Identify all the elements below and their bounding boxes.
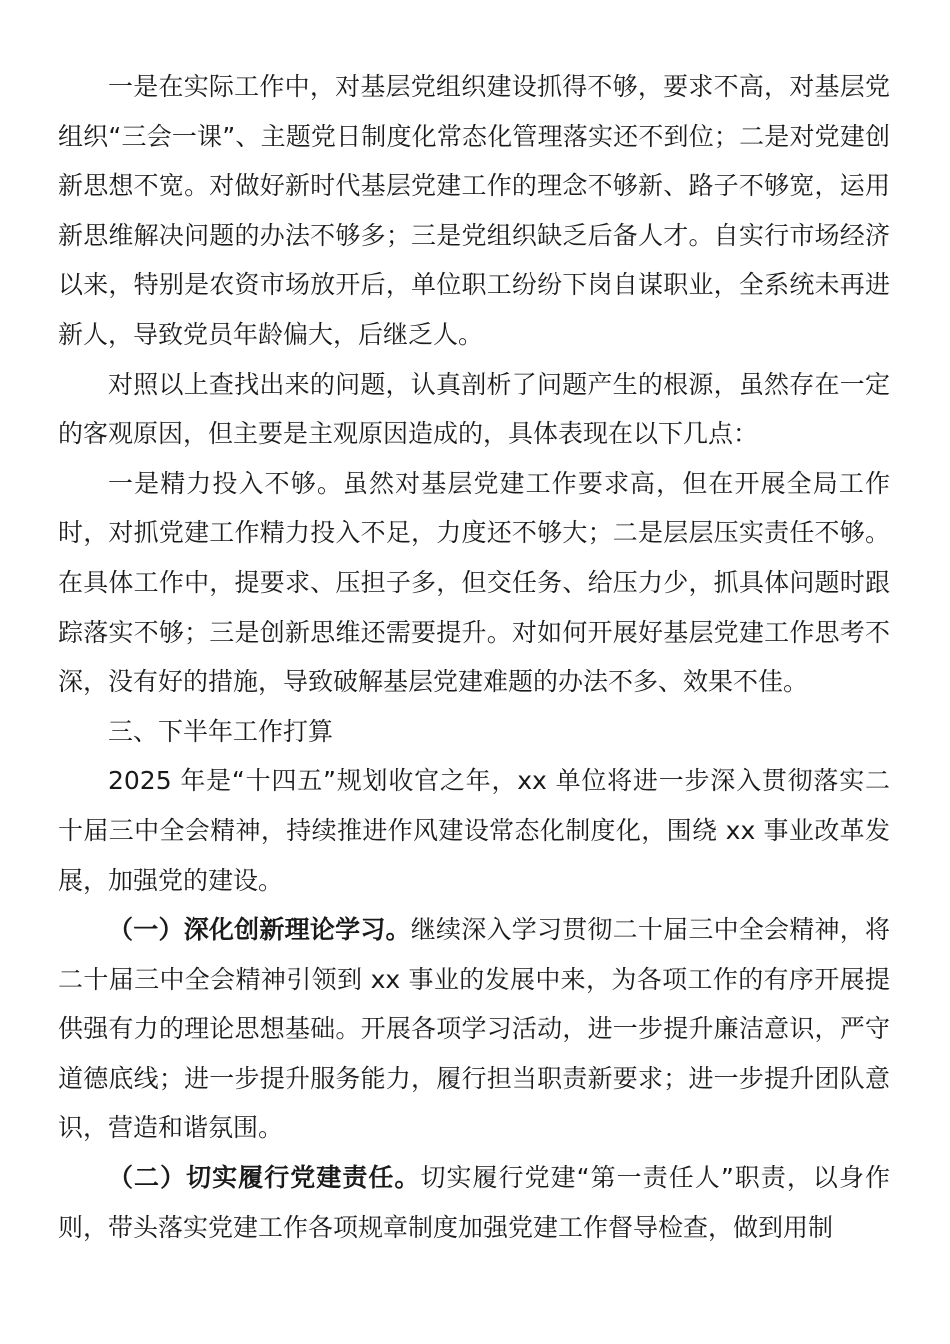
paragraph-text: 2025 年是“十四五”规划收官之年，xx 单位将进一步深入贯彻落实二十届三中全会精神，持续推进作风建设常态化制度化，围绕 xx 事业改革发展，加强党的建设。 [58, 766, 890, 895]
document-page [58, 62, 890, 1252]
paragraph-party-responsibility [58, 1153, 890, 1252]
paragraph-text: 对照以上查找出来的问题，认真剖析了问题产生的根源，虽然存在一定的客观原因，但主要是主观原因造成的，具体表现在以下几点： [58, 369, 890, 449]
heading-text: 三、下半年工作打算 [108, 716, 334, 746]
paragraph-text: 一是在实际工作中，对基层党组织建设抓得不够，要求不高，对基层党组织“三会一课”、主题党日制度化常态化管理落实还不到位；二是对党建创新思想不宽。对做好新时代基层党建工作的理念不够新、路子不够宽，运用新思维解决问题的办法不够多；三是党组织缺乏后备人才。自实行市场经济以来，特别是农资市场放开后，单位职工纷纷下岗自谋职业，全系统未再进新人，导致党员年龄偏大，后继乏人。 [58, 72, 890, 349]
paragraph-text: 一是精力投入不够。虽然对基层党建工作要求高，但在开展全局工作时，对抓党建工作精力投入不足，力度还不够大；二是层层压实责任不够。在具体工作中，提要求、压担子多，但交任务、给压力少，抓具体问题时跟踪落实不够；三是创新思维还需要提升。对如何开展好基层党建工作思考不深，没有好的措施，导致破解基层党建难题的办法不多、效果不佳。 [58, 468, 890, 697]
paragraph-2025-overview [58, 756, 890, 905]
paragraph-problems [58, 62, 890, 360]
subheading-theory-study: （一）深化创新理论学习。 [108, 915, 411, 945]
paragraph-cause-details [58, 459, 890, 707]
paragraph-root-causes [58, 360, 890, 459]
paragraph-text: 切实履行党建“第一责任人”职责，以身作则，带头落实党建工作各项规章制度加强党建工作督导检查，做到用制 [58, 1163, 890, 1242]
paragraph-theory-study [58, 905, 890, 1153]
section-heading-plans [58, 707, 890, 757]
paragraph-text: 继续深入学习贯彻二十届三中全会精神，将二十届三中全会精神引领到 xx 事业的发展中来，为各项工作的有序开展提供强有力的理论思想基础。开展各项学习活动，进一步提升廉洁意识，严守道德底线；进一步提升服务能力，履行担当职责新要求；进一步提升团队意识，营造和谐氛围。 [58, 915, 890, 1143]
subheading-party-responsibility: （二）切实履行党建责任。 [108, 1163, 421, 1193]
